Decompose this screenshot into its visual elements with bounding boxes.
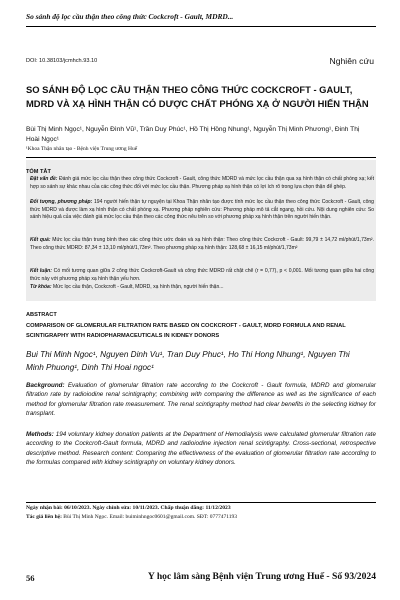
affiliation-vietnamese: ¹Khoa Thận nhân tạo - Bệnh viện Trung ương Huế [26,146,138,152]
journal-footer: Y học lâm sàng Bệnh viện Trung ương Huế - Số 93/2024 [147,571,376,582]
abstract-background [26,381,376,419]
summary-text: Đánh giá mức lọc cầu thận theo công thức Cockcroft - Gault, công thức MDRD và mức lọc cầu thận qua xạ hình thận có chất phóng xạ; kết hợp so sánh sự khác nhau của các công thức đối với mức lọc cầu thận. Phương pháp xạ hình thận có lợi ích rõ trong lựa chọn thận để ghép. [30,176,374,190]
received-dates: Ngày nhận bài: 06/10/2023. Ngày chỉnh sửa: 10/11/2023. Chấp thuận đăng: 11/12/2023 [26,505,231,511]
running-header: So sánh độ lọc cầu thận theo công thức Cockcroft - Gault, MDRD... [26,12,234,21]
summary-text: 194 người hiến thận tự nguyện tại Khoa Thận nhân tạo được tính mức lọc cầu thận theo công thức Cockcroft - Gault, công thức MDRD và được làm xạ hình thận có chất phóng xạ. Phương pháp nghiên cứu: Phương pháp mô tả cắt ngang, hồi cứu. Nội dung nghiên cứu: So sánh hiệu quả của việc đánh giá mức lọc cầu thận theo các công thức nêu trên so với phương pháp xạ hình thận trên người hiến thận. [30,199,374,221]
summary-text: Mức lọc cầu thận trung bình theo các công thức ước đoán và xạ hình thận: Theo công thức Cockcroft - Gault: 99,79 ± 14,72 ml/phút/1,73m². Theo công thức MDRD: 87,34 ± 13,10 ml/phút/1,73m². Theo phương pháp xạ hình thận: 128,68 ± 16,15 ml/phút/1,73m² [30,237,374,251]
summary-text: Mức lọc cầu thận, Cockcroft - Gault, MDRD, xạ hình thận, người hiến thận... [51,284,224,290]
page-number: 56 [26,573,35,583]
article-type: Nghiên cứu [329,56,374,66]
summary-label: Đặt vấn đề: [30,176,58,182]
abstract-text: Evaluation of glomerular filtration rate according to the Cockcroft - Gault formula, MDRD and glomerular filtration rate by radioiodine renal scintigraphy; combining with comparing the difference as well as the significance of each method for glomerular filtration rate measurement. The renal scintigraphy method had clear benefits in the selecting kidney for transplant. [26,382,376,418]
contact-label: Tác giả liên hệ: [26,514,62,520]
section-rule [26,157,376,158]
summary-label: Kết quả: [30,237,51,243]
summary-label: Từ khóa: [30,284,52,290]
summary-conclusion [30,268,374,283]
abstract-heading: ABSTRACT [26,312,57,318]
dates-rule [26,502,376,503]
title-english: COMPARISON OF GLOMERULAR FILTRATION RATE BASED ON COCKCROFT - GAULT, MDRD FORMULA AND RENAL SCINTIGRAPHY WITH RADIOPHARMACEUTICALS IN KIDNEY DONORS [26,323,346,339]
authors-english: Bui Thi Minh Ngoc¹, Nguyen Dinh Vu¹, Tran Duy Phuc¹, Ho Thi Hong Nhung¹, Nguyen Thi Minh Phuong¹, Dinh Thi Hoai ngoc¹ [26,350,350,372]
header-rule [26,26,376,27]
summary-keywords [30,284,374,292]
summary-label: Kết luận: [30,268,52,274]
summary-box [26,160,376,301]
summary-background [30,176,374,191]
abstract-methods [26,430,376,468]
doi: DOI: 10.38103/jcmhch.93.10 [26,58,98,64]
summary-heading: TÓM TẮT [26,169,51,175]
title-vietnamese: SO SÁNH ĐỘ LỌC CẦU THẬN THEO CÔNG THỨC COCKCROFT - GAULT, MDRD VÀ XẠ HÌNH THẬN CÓ DƯỢC CHẤT PHÓNG XẠ Ở NGƯỜI HIẾN THẬN [26,84,369,109]
abstract-label: Methods: [26,431,54,438]
summary-text: Có mối tương quan giữa 2 công thức Cockcroft-Gault và công thức MDRD rất chặt chẽ (r = 0,77), p < 0,001. Mối tương quan giữa hai công thức này với phương pháp xạ hình thận yếu hơn. [30,268,374,282]
abstract-label: Background: [26,382,65,389]
contact-text: Bùi Thị Minh Ngọc. Email: buiminhngoc0601@gmail.com. SĐT: 0777471193 [61,514,238,520]
corresponding-author [26,514,237,520]
summary-results [30,237,374,252]
authors-vietnamese: Bùi Thị Minh Ngọc¹, Nguyễn Đình Vũ¹, Trần Duy Phúc¹, Hồ Thị Hồng Nhung¹, Nguyễn Thị Minh Phương¹, Đinh Thị Hoài Ngọc¹ [26,126,360,143]
abstract-text: 194 voluntary kidney donation patients at the Department of Hemodialysis were calculated glomerular filtration rate according to the Cockcroft-Gault formula, MDRD and radioiodine injection renal scintigraphy. Cross-sectional, retrospective descriptive method. Research content: Comparing the effectiveness of the evaluation of glomerular filtration rate according to the formulas compared with kidney scintigraphy on voluntary kidney donors. [26,431,376,467]
summary-methods [30,199,374,222]
summary-label: Đối tượng, phương pháp: [30,199,93,205]
